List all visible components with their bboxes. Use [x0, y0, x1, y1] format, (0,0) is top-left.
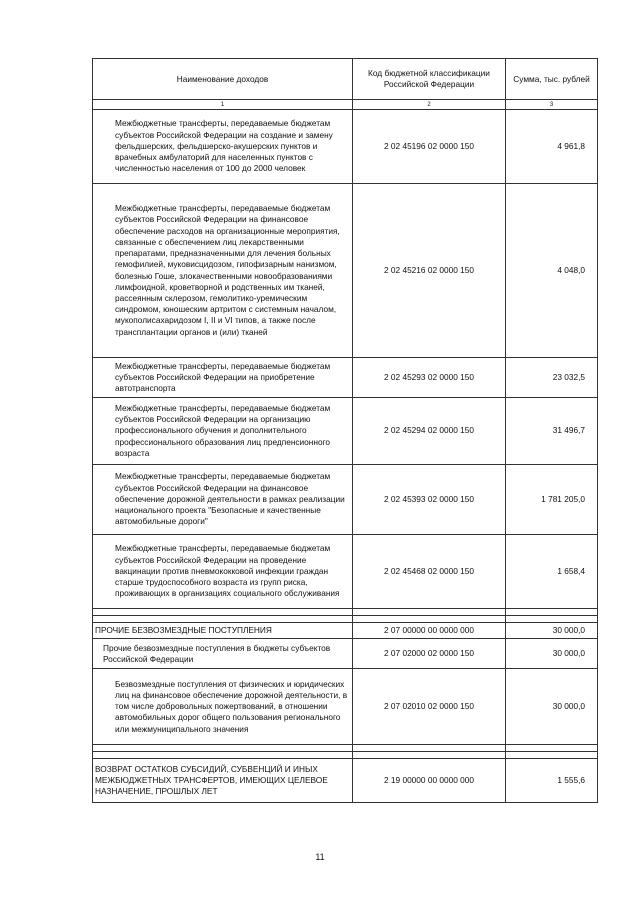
row-sum: 23 032,5	[506, 358, 598, 398]
row-sum: 1 781 205,0	[506, 465, 598, 535]
row-code: 2 02 45393 02 0000 150	[353, 465, 506, 535]
table-row	[93, 669, 598, 745]
table-row	[93, 358, 598, 398]
header-code: Код бюджетной классификации Российской Федерации	[353, 59, 506, 100]
row-code: 2 02 45196 02 0000 150	[353, 110, 506, 184]
header-name: Наименование доходов	[93, 59, 353, 100]
row-code: 2 02 45468 02 0000 150	[353, 535, 506, 609]
table-header	[93, 59, 598, 100]
row-sum: 31 496,7	[506, 398, 598, 465]
column-number-3: 3	[506, 100, 598, 110]
header-sum: Сумма, тыс. рублей	[506, 59, 598, 100]
table-row	[93, 623, 598, 639]
column-number-2: 2	[353, 100, 506, 110]
row-name: ВОЗВРАТ ОСТАТКОВ СУБСИДИЙ, СУБВЕНЦИЙ И ИНЫХ МЕЖБЮДЖЕТНЫХ ТРАНСФЕРТОВ, ИМЕЮЩИХ ЦЕЛЕВОЕ НАЗНАЧЕНИЕ, ПРОШЛЫХ ЛЕТ	[93, 759, 353, 803]
spacer-row	[93, 616, 598, 623]
table-row	[93, 184, 598, 358]
table-row	[93, 639, 598, 669]
revenue-table	[92, 58, 598, 803]
table-row	[93, 110, 598, 184]
row-code: 2 02 45216 02 0000 150	[353, 184, 506, 358]
row-name: Межбюджетные трансферты, передаваемые бюджетам субъектов Российской Федерации на проведение вакцинации против пневмококковой инфекции граждан старше трудоспособного возраста из групп риска, проживающих в организациях социального обслуживания	[93, 535, 353, 609]
row-sum: 1 555,6	[506, 759, 598, 803]
row-sum: 30 000,0	[506, 669, 598, 745]
spacer-row	[93, 745, 598, 752]
row-sum: 4 048,0	[506, 184, 598, 358]
row-code: 2 07 00000 00 0000 000	[353, 623, 506, 639]
row-name: Безвозмездные поступления от физических и юридических лиц на финансовое обеспечение дорожной деятельности, в том числе добровольных пожертвований, в отношении автомобильных дорог общего пользования регионального или межмуниципального значения	[93, 669, 353, 745]
column-numbers	[93, 100, 598, 110]
row-name: Межбюджетные трансферты, передаваемые бюджетам субъектов Российской Федерации на финансовое обеспечение расходов на организационные мероприятия, связанные с обеспечением лиц лекарственными препаратами, предназначенными для лечения больных гемофилией, муковисцидозом, гипофизарным нанизмом, болезнью Гоше, злокачественными новообразованиями лимфоидной, кроветворной и родственных им тканей, рассеянным склерозом, гемолитико-уремическим синдромом, юношеским артритом с системным началом, мукополисахаридозом I, II и VI типов, а также после трансплантации органов и (или) тканей	[93, 184, 353, 358]
row-sum: 30 000,0	[506, 639, 598, 669]
row-code: 2 07 02010 02 0000 150	[353, 669, 506, 745]
row-sum: 4 961,8	[506, 110, 598, 184]
table-row	[93, 535, 598, 609]
row-code: 2 02 45294 02 0000 150	[353, 398, 506, 465]
row-name: ПРОЧИЕ БЕЗВОЗМЕЗДНЫЕ ПОСТУПЛЕНИЯ	[93, 623, 353, 639]
row-name: Прочие безвозмездные поступления в бюджеты субъектов Российской Федерации	[93, 639, 353, 669]
table-row	[93, 465, 598, 535]
column-number-1: 1	[93, 100, 353, 110]
row-code: 2 07 02000 02 0000 150	[353, 639, 506, 669]
row-code: 2 02 45293 02 0000 150	[353, 358, 506, 398]
row-sum: 1 658,4	[506, 535, 598, 609]
table-row	[93, 759, 598, 803]
row-name: Межбюджетные трансферты, передаваемые бюджетам субъектов Российской Федерации на организацию профессионального обучения и дополнительного профессионального образования лиц предпенсионного возраста	[93, 398, 353, 465]
row-name: Межбюджетные трансферты, передаваемые бюджетам субъектов Российской Федерации на создание и замену фельдшерских, фельдшерско-акушерских пунктов и врачебных амбулаторий для населенных пунктов с численностью населения от 100 до 2000 человек	[93, 110, 353, 184]
page-number: 11	[315, 852, 325, 862]
spacer-row	[93, 609, 598, 616]
row-name: Межбюджетные трансферты, передаваемые бюджетам субъектов Российской Федерации на приобретение автотранспорта	[93, 358, 353, 398]
spacer-row	[93, 752, 598, 759]
row-sum: 30 000,0	[506, 623, 598, 639]
table-row	[93, 398, 598, 465]
row-code: 2 19 00000 00 0000 000	[353, 759, 506, 803]
row-name: Межбюджетные трансферты, передаваемые бюджетам субъектов Российской Федерации на финансовое обеспечение дорожной деятельности в рамках реализации национального проекта "Безопасные и качественные автомобильные дороги"	[93, 465, 353, 535]
